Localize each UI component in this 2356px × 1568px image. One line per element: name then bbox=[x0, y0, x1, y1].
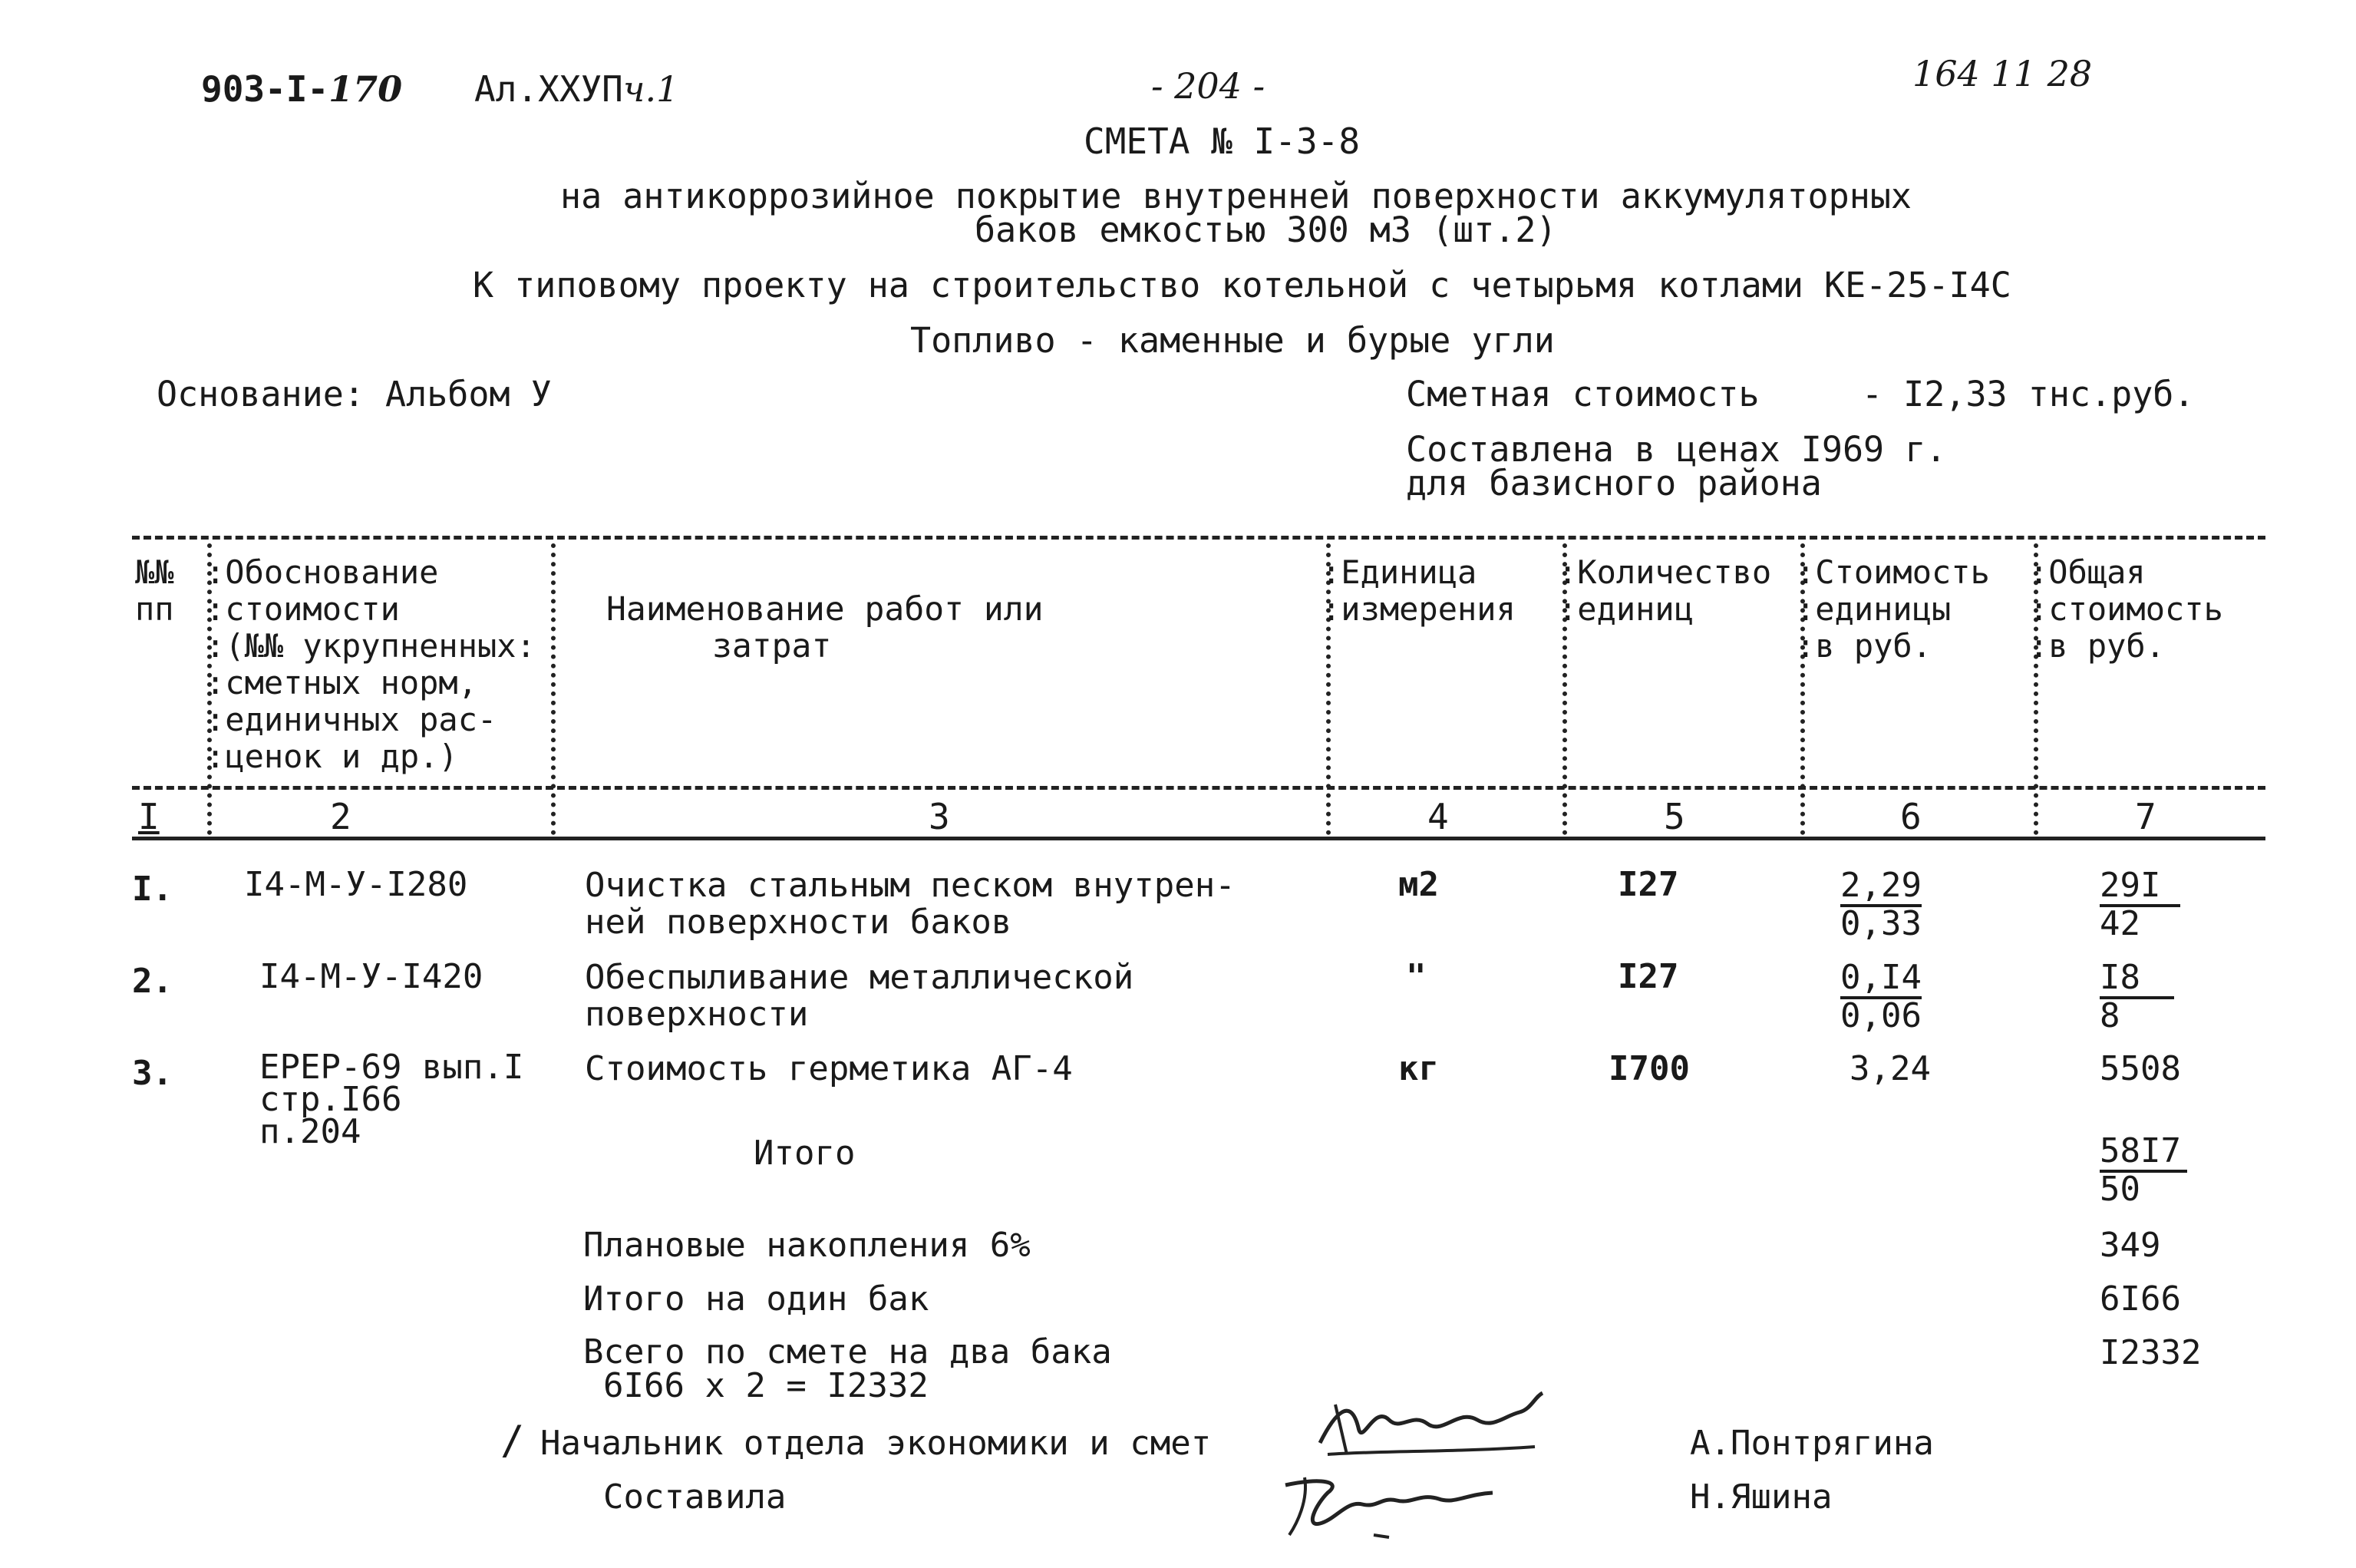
grand-total-calculation: 6I66 x 2 = I2332 bbox=[603, 1366, 929, 1405]
row-quantity: I27 bbox=[1618, 957, 1679, 996]
prices-line-2: для базисного района bbox=[1406, 463, 1822, 503]
row-name bbox=[585, 959, 1133, 1033]
row-total: 5508 bbox=[2100, 1049, 2181, 1088]
header-col-basis-line: :ценок и др.) bbox=[206, 738, 458, 775]
estimate-cost-label: Сметная стоимость bbox=[1406, 374, 1760, 414]
subtotal-value bbox=[2100, 1131, 2187, 1209]
album-ref-text: Ал.XXУП bbox=[474, 68, 623, 110]
header-col-unit-cost bbox=[1796, 554, 1990, 665]
header-col-name bbox=[606, 591, 1044, 665]
chief-signature bbox=[1305, 1381, 1550, 1474]
row-name-line: Обеспыливание металлической bbox=[585, 958, 1134, 997]
row-basis-line: п.204 bbox=[259, 1112, 361, 1151]
grand-total-label-line: Всего по смете на два бака bbox=[583, 1332, 1112, 1372]
row-unit-cost bbox=[1840, 866, 1922, 943]
row-unit: кг bbox=[1398, 1049, 1439, 1088]
total-numerator: 29I bbox=[2100, 869, 2180, 907]
header-col-basis-line: :Обоснование bbox=[206, 553, 439, 591]
compiler-signature bbox=[1274, 1462, 1504, 1547]
table-number-rule bbox=[132, 837, 2265, 840]
row-total bbox=[2100, 958, 2174, 1035]
row-unit-ditto: " bbox=[1406, 957, 1427, 996]
row-basis: I4-М-У-I280 bbox=[244, 865, 468, 904]
planned-savings-value: 349 bbox=[2100, 1226, 2161, 1265]
project-code-handwritten: 170 bbox=[328, 68, 403, 110]
table-top-rule bbox=[132, 536, 2265, 540]
header-col-unit-cost-line: :в руб. bbox=[1796, 627, 1932, 665]
title-line-1: на антикоррозийное покрытие внутренней поверхности аккумуляторных bbox=[560, 176, 1912, 216]
chief-name: А.Понтрягина bbox=[1690, 1424, 1934, 1463]
prices-line-1: Составлена в ценах I969 г. bbox=[1406, 429, 1947, 470]
header-col-total-line: :в руб. bbox=[2029, 627, 2166, 665]
header-col-unit-line: :Единица bbox=[1322, 553, 1477, 591]
album-part-handwritten: ч.1 bbox=[622, 68, 679, 110]
row-basis: I4-М-У-I420 bbox=[259, 957, 483, 996]
page-number: - 204 - bbox=[1151, 65, 1265, 107]
row-number: 3. bbox=[132, 1054, 173, 1093]
estimate-heading: СМЕТА № I-3-8 bbox=[1084, 120, 1361, 162]
per-tank-label: Итого на один бак bbox=[583, 1279, 929, 1319]
row-unit-cost bbox=[1840, 958, 1922, 1035]
unit-cost-numerator: 0,I4 bbox=[1840, 961, 1922, 999]
unit-cost-numerator: 2,29 bbox=[1840, 869, 1922, 907]
col-number-5: 5 bbox=[1664, 796, 1685, 837]
col-number-4: 4 bbox=[1427, 796, 1449, 837]
col-number-6: 6 bbox=[1900, 796, 1922, 837]
header-col-number bbox=[135, 554, 174, 628]
row-name: Стоимость герметика АГ-4 bbox=[585, 1049, 1073, 1088]
chief-label: Начальник отдела экономики и смет bbox=[540, 1424, 1212, 1463]
header-col-total-line: :Общая bbox=[2029, 553, 2146, 591]
row-total bbox=[2100, 866, 2180, 943]
title-line-3: К типовому проекту на строительство котельной с четырьмя котлами КЕ-25-I4С bbox=[473, 265, 2011, 305]
col-number-3: 3 bbox=[929, 796, 950, 837]
grand-total-label bbox=[583, 1332, 1112, 1405]
planned-savings-label: Плановые накопления 6% bbox=[583, 1226, 1031, 1265]
header-col-basis-line: :сметных норм, bbox=[206, 664, 478, 701]
corner-number: 164 11 28 bbox=[1912, 53, 2093, 94]
row-unit: м2 bbox=[1398, 865, 1439, 904]
subtotal-label: Итого bbox=[754, 1134, 856, 1173]
col-number-7: 7 bbox=[2135, 796, 2156, 837]
header-col-quantity-line: :единиц bbox=[1558, 590, 1694, 628]
header-col-unit bbox=[1322, 554, 1516, 628]
header-col-basis-line: :стоимости bbox=[206, 590, 400, 628]
subtotal-numerator: 58I7 bbox=[2100, 1134, 2187, 1173]
signature-mark: / bbox=[500, 1418, 525, 1464]
header-col-total bbox=[2029, 554, 2223, 665]
unit-cost-denominator: 0,06 bbox=[1840, 996, 1922, 1035]
title-line-2: баков емкостью 300 м3 (шт.2) bbox=[975, 210, 1557, 250]
header-col-basis bbox=[206, 554, 536, 775]
subtotal-denominator: 50 bbox=[2100, 1170, 2140, 1209]
compiler-label: Составила bbox=[603, 1477, 787, 1517]
col-separator-2 bbox=[551, 543, 556, 835]
row-number: 2. bbox=[132, 962, 173, 1001]
project-code-text: 903-I- bbox=[201, 68, 329, 110]
row-unit-cost: 3,24 bbox=[1849, 1049, 1931, 1088]
row-basis-line: стр.I66 bbox=[259, 1080, 402, 1119]
col-number-2: 2 bbox=[330, 796, 351, 837]
header-col-unit-cost-line: :Стоимость bbox=[1796, 553, 1990, 591]
total-denominator: 8 bbox=[2100, 996, 2120, 1035]
header-col-basis-line: :единичных рас- bbox=[206, 701, 497, 738]
row-quantity: I700 bbox=[1609, 1049, 1690, 1088]
compiler-name: Н.Яшина bbox=[1690, 1477, 1833, 1517]
header-col-name-line: затрат bbox=[712, 627, 832, 665]
album-reference bbox=[474, 68, 679, 110]
estimate-cost-value: - I2,33 тнс.руб. bbox=[1862, 374, 2195, 414]
row-name-line: ней поверхности баков bbox=[585, 903, 1012, 942]
unit-cost-denominator: 0,33 bbox=[1840, 904, 1922, 943]
title-line-4: Топливо - каменные и бурые угли bbox=[910, 320, 1555, 361]
total-numerator: I8 bbox=[2100, 961, 2174, 999]
row-name-line: Очистка стальным песком внутрен- bbox=[585, 866, 1236, 905]
header-col-unit-line: :измерения bbox=[1322, 590, 1516, 628]
header-col-number-line: №№ bbox=[135, 553, 174, 591]
header-col-basis-line: :(№№ укрупненных: bbox=[206, 627, 536, 665]
header-col-total-line: :стоимость bbox=[2029, 590, 2223, 628]
header-col-quantity-line: :Количество bbox=[1558, 553, 1772, 591]
table-header-rule bbox=[132, 786, 2265, 790]
header-col-number-line: пп bbox=[135, 590, 174, 628]
total-denominator: 42 bbox=[2100, 904, 2140, 943]
header-col-name-line: Наименование работ или bbox=[606, 590, 1044, 629]
row-number: I. bbox=[132, 870, 173, 909]
grand-total-value: I2332 bbox=[2100, 1333, 2202, 1372]
basis-label: Основание: Альбом У bbox=[157, 374, 552, 414]
header-col-unit-cost-line: :единицы bbox=[1796, 590, 1952, 628]
per-tank-value: 6I66 bbox=[2100, 1279, 2181, 1319]
row-quantity: I27 bbox=[1618, 865, 1679, 904]
row-basis-line: ЕРЕР-69 вып.I bbox=[259, 1048, 524, 1087]
project-code bbox=[201, 68, 403, 110]
row-name-line: поверхности bbox=[585, 995, 809, 1034]
row-basis bbox=[259, 1048, 524, 1151]
header-col-quantity bbox=[1558, 554, 1771, 628]
col-number-1: I bbox=[138, 796, 160, 837]
row-name bbox=[585, 867, 1236, 941]
